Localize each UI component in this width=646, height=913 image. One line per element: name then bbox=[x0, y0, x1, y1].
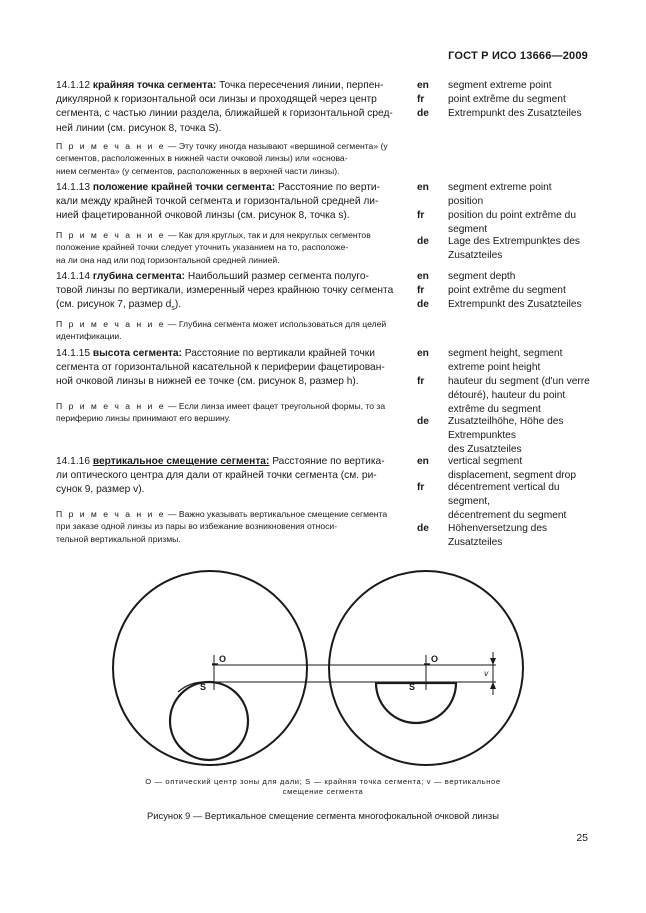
caption-line: O — оптический центр зоны для дали; S — крайняя точка сегмента; v — вертикальное bbox=[145, 777, 501, 786]
translation-fr: point extrême du segment bbox=[448, 94, 566, 106]
translation-en: segment depth bbox=[448, 271, 516, 282]
translation-line: Zusatzteiles bbox=[448, 537, 503, 549]
translation-en: segment extreme point bbox=[448, 80, 552, 91]
term-title: крайняя точка сегмента: bbox=[92, 80, 217, 91]
note-line: тельной вертикальной призмы. bbox=[56, 533, 181, 544]
lang-de: de bbox=[417, 299, 429, 311]
translation-line: segment bbox=[448, 224, 488, 236]
translation-de: Extrempunkt des Zusatzteiles bbox=[448, 299, 582, 311]
translation-line: détouré), hauteur du point bbox=[448, 390, 566, 402]
note-label: П р и м е ч а н и е bbox=[56, 141, 166, 151]
figure-title: Рисунок 9 — Вертикальное смещение сегмента многофокальной очковой линзы bbox=[147, 810, 499, 821]
lang-de: de bbox=[417, 416, 429, 427]
caption-line: смещение сегмента bbox=[282, 787, 364, 796]
translation-line: vertical segment bbox=[448, 456, 523, 467]
lang-en: en bbox=[417, 348, 429, 359]
note-line: — Важно указывать вертикальное смещение сегмента bbox=[167, 509, 388, 519]
note-line: — Глубина сегмента может использоваться для целей bbox=[167, 319, 387, 329]
lang-fr: fr bbox=[417, 285, 425, 297]
lang-fr: fr bbox=[417, 210, 425, 221]
note-line: — Эту точку иногда называют «вершиной сегмента» (у bbox=[167, 141, 388, 151]
term-title: вертикальное смещение сегмента: bbox=[92, 456, 270, 467]
note-line: идентификации. bbox=[56, 331, 122, 342]
note-label: П р и м е ч а н и е bbox=[56, 319, 166, 329]
lang-en: en bbox=[417, 182, 429, 193]
left-segment-circle bbox=[170, 682, 248, 760]
lang-fr: fr bbox=[417, 482, 425, 493]
definition-line: ной очковой линзы в нижней ее точке (см. рисунок 8, размер h). bbox=[56, 376, 359, 388]
term-number: 14.1.13 bbox=[56, 182, 90, 193]
note-label: П р и м е ч а н и е bbox=[56, 401, 166, 411]
note-line: на ли она над или под горизонтальной средней линией. bbox=[56, 254, 280, 265]
definition-line: Расстояние по вертикали крайней точки bbox=[184, 348, 375, 359]
figure-caption bbox=[110, 777, 536, 797]
translation-line: Lage des Extrempunktes des bbox=[448, 236, 580, 247]
right-segment-half bbox=[376, 683, 456, 723]
dimension-arrow-bottom bbox=[490, 682, 496, 689]
note-line: нием сегмента» (у сегментов, расположенных в верхней части линзы). bbox=[56, 165, 340, 176]
translation-line: des Zusatzteiles bbox=[448, 444, 522, 456]
label-s-left: S bbox=[200, 682, 207, 692]
definition-line: дикулярной к горизонтальной оси линзы и проходящей через центр bbox=[56, 94, 377, 106]
note-line: периферию линзы принимают его вершину. bbox=[56, 413, 231, 424]
lang-en: en bbox=[417, 271, 429, 282]
translation-line: décentrement du segment bbox=[448, 510, 567, 522]
label-s-right: S bbox=[409, 682, 416, 692]
definition-line: нией фацетированной очковой линзы (см. рисунок 8, точка s). bbox=[56, 210, 350, 222]
note-line: при заказе одной линзы из пары во избежание возникновения относи- bbox=[56, 521, 338, 532]
definition-line: ). bbox=[174, 299, 182, 311]
translation-line: Höhenversetzung des bbox=[448, 523, 548, 534]
lang-fr: fr bbox=[417, 376, 425, 387]
translation-line: position du point extrême du bbox=[448, 210, 576, 221]
note-line: — Как для круглых, так и для некруглых сегментов bbox=[167, 230, 371, 240]
translation-de: Extrempunkt des Zusatzteiles bbox=[448, 108, 582, 120]
note-line: сегментов, расположенных в нижней части очковой линзы) или «основа- bbox=[56, 153, 348, 164]
note-line: — Если линза имеет фацет треугольной формы, то за bbox=[167, 401, 386, 411]
translation-line: displacement, segment drop bbox=[448, 470, 576, 482]
term-number: 14.1.14 bbox=[56, 271, 90, 282]
note-line: положение крайней точки следует уточнить указанием на то, расположе- bbox=[56, 242, 349, 253]
definition-line: сегмента от горизонтальной касательной к периферии фацетирован- bbox=[56, 362, 385, 374]
page-number: 25 bbox=[576, 832, 588, 844]
dimension-arrow-top bbox=[490, 658, 496, 665]
label-o-right: O bbox=[431, 654, 439, 664]
label-o-left: O bbox=[219, 654, 227, 664]
translation-line: segment, bbox=[448, 496, 490, 508]
definition-line: Расстояние по вертика- bbox=[272, 456, 385, 467]
translation-line: extrême du segment bbox=[448, 404, 541, 416]
lang-de: de bbox=[417, 523, 429, 534]
note-label: П р и м е ч а н и е bbox=[56, 230, 166, 240]
term-title: положение крайней точки сегмента: bbox=[92, 182, 276, 193]
definition-line: Наибольший размер сегмента полуго- bbox=[187, 271, 369, 282]
left-lens-outline bbox=[113, 571, 307, 765]
note-label: П р и м е ч а н и е bbox=[56, 509, 166, 519]
definition-line: сунок 9, размер v). bbox=[56, 484, 145, 496]
document-header: ГОСТ Р ИСО 13666—2009 bbox=[448, 50, 588, 62]
translation-line: segment height, segment bbox=[448, 348, 563, 359]
definition-line: кали между крайней точкой сегмента и горизонтальной средней ли- bbox=[56, 196, 379, 208]
lang-de: de bbox=[417, 108, 429, 120]
translation-line: Zusatzteiles bbox=[448, 250, 503, 262]
definition-line: ней линии (см. рисунок 8, точка S). bbox=[56, 122, 222, 134]
definition-line: ли оптического центра для дали от крайней точки сегмента (см. ри- bbox=[56, 470, 377, 482]
translation-line: Zusatzteilhöhe, Höhe des bbox=[448, 416, 564, 427]
translation-line: décentrement vertical du bbox=[448, 482, 560, 493]
lang-en: en bbox=[417, 80, 429, 91]
term-number: 14.1.12 bbox=[56, 80, 90, 91]
translation-line: hauteur du segment (d'un verre bbox=[448, 376, 590, 387]
term-title: высота сегмента: bbox=[92, 348, 182, 359]
definition-line: (см. рисунок 7, размер d bbox=[56, 299, 172, 311]
term-title: глубина сегмента: bbox=[92, 271, 186, 282]
definition-line: Расстояние по верти- bbox=[277, 182, 381, 193]
lang-en: en bbox=[417, 456, 429, 467]
definition-line: товой линзы по вертикали, измеренный через крайнюю точку сегмента bbox=[56, 285, 394, 297]
definition-line: сегмента, с частью линии раздела, ближайшей к горизонтальной сред- bbox=[56, 108, 393, 120]
lang-fr: fr bbox=[417, 94, 425, 106]
translation-line: extreme point height bbox=[448, 362, 541, 374]
label-v: v bbox=[484, 668, 489, 678]
lang-de: de bbox=[417, 236, 429, 247]
term-number: 14.1.16 bbox=[56, 456, 90, 467]
translation-line: Extrempunktes bbox=[448, 430, 516, 442]
translation-line: position bbox=[448, 196, 484, 208]
translation-fr: point extrême du segment bbox=[448, 285, 566, 297]
term-number: 14.1.15 bbox=[56, 348, 90, 359]
definition-line: Точка пересечения линии, перпен- bbox=[219, 80, 384, 91]
translation-line: segment extreme point bbox=[448, 182, 552, 193]
subscript: s bbox=[171, 305, 175, 313]
